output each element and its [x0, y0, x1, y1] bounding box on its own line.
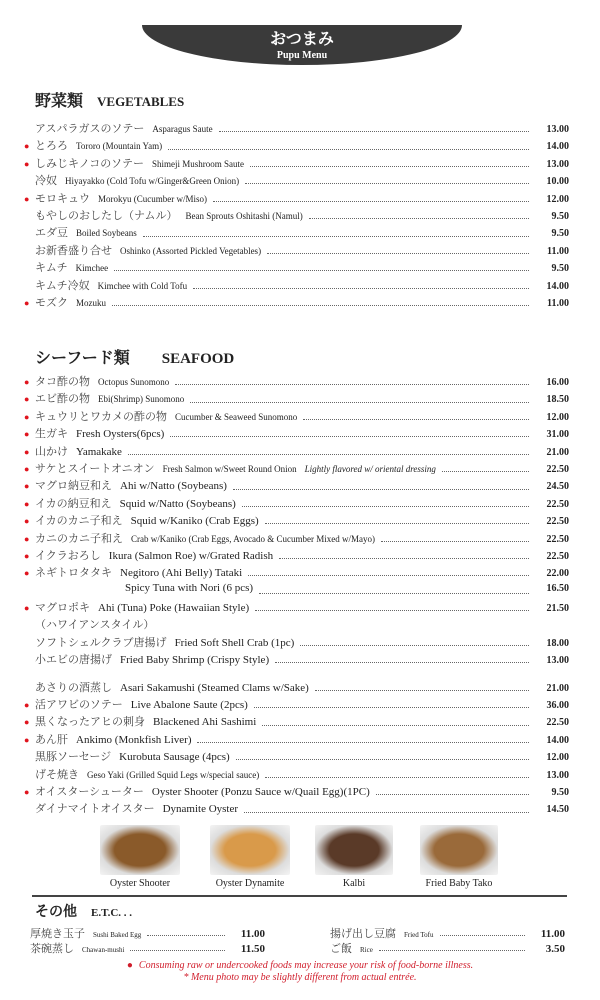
menu-item — [24, 599, 569, 616]
item-price: 9.50 — [551, 210, 569, 222]
item-name-jp: 冷奴 — [35, 175, 57, 188]
menu-item — [24, 679, 569, 696]
item-name-en: Boiled Soybeans — [76, 228, 137, 239]
dot-leader — [300, 645, 529, 646]
dot-leader — [170, 436, 529, 437]
item-name-jp: ご飯 — [330, 943, 352, 955]
title-en: Pupu Menu — [276, 50, 328, 61]
menu-item — [24, 582, 569, 599]
item-name-en: Oshinko (Assorted Pickled Vegetables) — [120, 245, 262, 256]
item-note: Lightly flavored w/ oriental dressing — [304, 463, 436, 474]
item-name-en: Ankimo (Monkfish Liver) — [76, 733, 192, 746]
item-name-jp: マグロポキ — [35, 602, 90, 615]
item-name-jp: あさりの酒蒸し — [35, 681, 112, 694]
menu-item — [24, 495, 569, 512]
item-name-en: Oyster Shooter (Ponzu Sauce w/Quail Egg)(1PC) — [151, 785, 370, 798]
raw-dot-icon: ● — [24, 481, 30, 492]
item-name-en: Ikura (Salmon Roe) w/Grated Radish — [108, 549, 274, 562]
menu-item — [24, 477, 569, 494]
raw-dot-icon: ● — [24, 429, 30, 440]
menu-item — [30, 925, 265, 940]
dot-leader — [315, 690, 529, 691]
dot-leader — [128, 454, 529, 455]
item-price: 11.00 — [240, 928, 265, 940]
menu-item — [24, 120, 569, 137]
menu-item — [24, 224, 569, 241]
item-price: 14.00 — [546, 280, 569, 292]
menu-item — [24, 390, 569, 407]
raw-dot-icon: ● — [24, 394, 30, 405]
food-photo — [210, 825, 290, 875]
item-name-jp: キムチ — [35, 262, 68, 275]
item-price: 13.00 — [546, 769, 569, 781]
dot-leader — [147, 935, 225, 936]
dot-leader — [168, 149, 529, 150]
raw-dot-icon: ● — [24, 700, 30, 711]
menu-item — [24, 207, 569, 224]
item-name-en: Asari Sakamushi (Steamed Clams w/Sake) — [120, 681, 309, 694]
item-name-en: Tororo (Mountain Yam) — [76, 141, 163, 152]
menu-item — [24, 731, 569, 748]
raw-dot-icon: ● — [24, 734, 30, 745]
item-name-jp: モズク — [35, 296, 68, 309]
item-name-jp: しみじキノコのソテー — [35, 157, 145, 170]
menu-item — [24, 651, 569, 668]
item-name-jp: 揚げ出し豆腐 — [330, 928, 396, 940]
item-price: 13.00 — [546, 158, 569, 170]
menu-item — [24, 277, 569, 294]
item-price: 21.00 — [546, 682, 569, 694]
dot-leader — [250, 166, 529, 167]
item-price: 12.00 — [546, 193, 569, 205]
item-name-jp: 黒くなったアヒの刺身 — [35, 716, 145, 729]
menu-item — [24, 155, 569, 172]
seafood-list — [24, 373, 569, 818]
menu-item — [24, 443, 569, 460]
item-price: 11.00 — [540, 928, 565, 940]
item-price: 24.50 — [546, 481, 569, 493]
item-price: 22.50 — [546, 717, 569, 729]
item-name-jp: カニのカニ子和え — [35, 532, 123, 545]
item-name-jp: お新香盛り合せ — [35, 244, 112, 257]
item-name-en: Cucumber & Seaweed Sunomono — [175, 411, 298, 422]
section-spacer — [24, 669, 569, 679]
item-name-en: Shimeji Mushroom Saute — [152, 158, 245, 169]
menu-title-banner — [142, 25, 462, 65]
item-name-en: Fresh Oysters(6pcs) — [76, 428, 165, 441]
item-name-en: Negitoro (Ahi Belly) Tataki — [120, 567, 243, 580]
dot-leader — [309, 218, 529, 219]
item-name-en: Sushi Baked Egg — [93, 931, 142, 939]
photo-caption: Fried Baby Tako — [425, 878, 493, 889]
item-price: 14.50 — [546, 804, 569, 816]
seafood-heading — [35, 345, 234, 368]
item-name-jp: とろろ — [35, 140, 68, 153]
dot-leader — [259, 593, 529, 594]
menu-item — [24, 425, 569, 442]
item-name-en: Asparagus Saute — [152, 124, 213, 134]
item-price: 22.50 — [546, 516, 569, 528]
item-name-en: Dynamite Oyster — [162, 803, 239, 816]
footer — [0, 960, 600, 984]
menu-item — [24, 634, 569, 651]
menu-item — [24, 748, 569, 765]
item-name-en: Octopus Sunomono — [98, 377, 170, 387]
raw-dot-icon: ● — [24, 498, 30, 509]
dot-leader — [265, 777, 529, 778]
dot-leader — [175, 384, 529, 385]
item-name-en: Live Abalone Saute (2pcs) — [130, 699, 248, 712]
menu-item — [24, 137, 569, 154]
item-name-en: Ebi(Shrimp) Sunomono — [98, 394, 185, 405]
etc-left-list — [30, 925, 265, 955]
raw-dot-icon: ● — [24, 411, 30, 422]
menu-item — [330, 940, 565, 955]
item-name-jp: 生ガキ — [35, 428, 68, 441]
item-price: 12.00 — [546, 411, 569, 423]
dot-leader — [242, 506, 529, 507]
item-name-jp: げそ焼き — [35, 768, 79, 781]
menu-item — [24, 564, 569, 581]
item-name-jp: ソフトシェルクラブ唐揚げ — [35, 636, 167, 649]
dot-leader — [219, 131, 529, 132]
item-name-jp: 活アワビのソテー — [35, 699, 123, 712]
item-name-jp: 山かけ — [35, 445, 68, 458]
menu-item — [24, 294, 569, 311]
menu-item — [24, 242, 569, 259]
item-price: 22.50 — [546, 463, 569, 475]
menu-item — [330, 925, 565, 940]
item-name-jp: キュウリとワカメの酢の物 — [35, 410, 167, 423]
dot-leader — [279, 558, 529, 559]
item-name-en: Fried Tofu — [404, 931, 434, 939]
menu-item — [24, 696, 569, 713]
item-name-jp: アスパラガスのソテー — [35, 123, 145, 135]
item-price: 16.50 — [546, 582, 569, 594]
raw-dot-icon: ● — [24, 550, 30, 561]
dot-leader — [262, 725, 529, 726]
dot-leader — [440, 935, 525, 936]
item-price: 31.00 — [546, 429, 569, 441]
dot-leader — [254, 707, 529, 708]
menu-item — [24, 512, 569, 529]
raw-warning: Consuming raw or undercooked foods may increase your risk of food-borne illness. — [138, 960, 474, 971]
item-price: 21.50 — [546, 603, 569, 615]
item-name-en: Kimchee with Cold Tofu — [97, 280, 188, 291]
heading-en: E.T.C. . . — [91, 907, 133, 919]
photo-caption: Oyster Shooter — [109, 878, 171, 889]
menu-item — [24, 766, 569, 783]
dot-leader — [193, 288, 529, 289]
item-name-en: Fried Soft Shell Crab (1pc) — [174, 636, 295, 649]
item-price: 13.00 — [546, 124, 569, 135]
item-name-en: Ahi w/Natto (Soybeans) — [120, 480, 227, 493]
item-price: 36.00 — [546, 700, 569, 712]
item-name-en: Hiyayakko (Cold Tofu w/Ginger&Green Onion) — [65, 176, 240, 187]
item-name-en: Kimchee — [75, 263, 109, 274]
item-price: 9.50 — [551, 263, 569, 275]
item-price: 22.50 — [546, 498, 569, 510]
item-price: 9.50 — [551, 228, 569, 240]
item-name-jp: イカのカニ子和え — [35, 515, 123, 528]
raw-dot-icon: ● — [24, 786, 30, 797]
vegetables-heading — [35, 88, 184, 111]
item-name-en: Fried Baby Shrimp (Crispy Style) — [120, 654, 270, 667]
item-price: 13.00 — [546, 655, 569, 667]
item-name-jp: マグロ納豆和え — [35, 480, 112, 493]
photo-strip — [0, 825, 600, 895]
menu-item — [24, 800, 569, 817]
item-name-en: Blackened Ahi Sashimi — [153, 716, 257, 729]
item-price: 16.00 — [546, 377, 569, 388]
dot-leader — [379, 950, 525, 951]
dot-leader — [248, 575, 529, 576]
item-name-jp: エダ豆 — [35, 227, 68, 240]
raw-dot-icon: ● — [126, 960, 133, 971]
item-price: 14.00 — [546, 141, 569, 153]
raw-dot-icon: ● — [24, 516, 30, 527]
item-price: 14.00 — [546, 734, 569, 746]
item-name-jp: もやしのおしたし（ナムル） — [35, 209, 178, 222]
raw-dot-icon: ● — [24, 377, 30, 387]
food-photo — [100, 825, 180, 875]
item-name-jp: ダイナマイトオイスター — [35, 803, 155, 816]
dot-leader — [255, 610, 529, 611]
raw-dot-icon: ● — [24, 297, 30, 308]
dot-leader — [112, 305, 529, 306]
item-price: 12.00 — [546, 752, 569, 764]
divider — [32, 895, 567, 897]
menu-item — [24, 373, 569, 390]
item-name-jp: オイスターシューター — [35, 785, 144, 798]
photo-note: * Menu photo may be slightly different from actual entrée. — [183, 972, 417, 983]
vegetables-list — [24, 120, 569, 311]
dot-leader — [376, 794, 529, 795]
dot-leader — [190, 402, 529, 403]
item-name-jp: イカの納豆和え — [35, 497, 112, 510]
menu-item — [24, 190, 569, 207]
item-name-jp: ネギトロタタキ — [35, 567, 112, 580]
item-price: 18.00 — [546, 637, 569, 649]
item-name-jp: タコ酢の物 — [35, 376, 90, 388]
dot-leader — [265, 523, 529, 524]
heading-jp: シーフード類 — [35, 350, 130, 367]
heading-jp: 野菜類 — [35, 93, 84, 110]
item-name-en: Ahi (Tuna) Poke (Hawaiian Style) — [98, 602, 250, 615]
item-name-jp: 小エビの唐揚げ — [35, 654, 112, 667]
item-name-jp: エビ酢の物 — [35, 393, 90, 406]
menu-item — [24, 172, 569, 189]
dot-leader — [245, 183, 529, 184]
etc-heading — [35, 901, 132, 921]
item-price: 11.50 — [240, 943, 265, 955]
dot-leader — [143, 236, 529, 237]
menu-item — [24, 547, 569, 564]
menu-item — [24, 616, 569, 633]
raw-dot-icon: ● — [24, 158, 30, 169]
food-photo — [315, 825, 393, 875]
item-name-jp: キムチ冷奴 — [35, 279, 90, 292]
raw-dot-icon: ● — [24, 603, 30, 614]
item-price: 11.00 — [547, 245, 569, 257]
item-name-en: Bean Sprouts Oshitashi (Namul) — [185, 210, 303, 221]
dot-leader — [236, 759, 529, 760]
menu-item — [24, 783, 569, 800]
item-name-jp: 茶碗蒸し — [30, 943, 74, 955]
photo-caption: Oyster Dynamite — [215, 878, 285, 889]
menu-item — [30, 940, 265, 955]
dot-leader — [267, 253, 529, 254]
dot-leader — [197, 742, 529, 743]
item-name-en: Geso Yaki (Grilled Squid Legs w/special sauce) — [87, 769, 260, 780]
dot-leader — [303, 419, 529, 420]
dot-leader — [275, 662, 529, 663]
item-name-en: Squid w/Natto (Soybeans) — [119, 497, 236, 510]
raw-dot-icon: ● — [24, 717, 30, 728]
item-price: 22.00 — [546, 568, 569, 580]
item-price: 22.50 — [546, 550, 569, 562]
item-name-jp: 黒豚ソーセージ — [35, 751, 112, 764]
item-name-en: Fresh Salmon w/Sweet Round Onion — [162, 463, 297, 474]
etc-right-list — [330, 925, 565, 955]
item-name-en: Yamakake — [76, 445, 122, 458]
item-name-en: Squid w/Kaniko (Crab Eggs) — [130, 515, 259, 528]
item-name-jp: 厚焼き玉子 — [30, 928, 85, 940]
heading-en: SEAFOOD — [161, 351, 235, 367]
item-name-en: Morokyu (Cucumber w/Miso) — [98, 193, 207, 204]
item-price: 22.50 — [546, 533, 569, 545]
dot-leader — [442, 471, 529, 472]
item-name-jp: モロキュウ — [35, 192, 90, 205]
photo-caption: Kalbi — [342, 878, 366, 889]
menu-item — [24, 259, 569, 276]
menu-item — [24, 408, 569, 425]
item-name-jp: あん肝 — [35, 733, 68, 746]
item-name-en: Rice — [360, 946, 373, 954]
item-name-en: Mozuku — [76, 297, 106, 308]
item-name-en: Chawan-mushi — [82, 946, 125, 954]
dot-leader — [114, 270, 529, 271]
item-price: 11.00 — [547, 297, 569, 309]
item-name-jp: イクラおろし — [35, 549, 101, 562]
item-name-en: Kurobuta Sausage (4pcs) — [119, 751, 230, 764]
item-name-jp: サケとスイートオニオン — [35, 462, 155, 475]
menu-item — [24, 713, 569, 730]
raw-dot-icon: ● — [24, 568, 30, 579]
title-jp: おつまみ — [270, 31, 334, 48]
dot-leader — [381, 541, 529, 542]
raw-dot-icon: ● — [24, 193, 30, 204]
dot-leader — [244, 812, 529, 813]
dot-leader — [130, 950, 225, 951]
menu-item — [24, 460, 569, 477]
item-name-en: Spicy Tuna with Nori (6 pcs) — [125, 581, 254, 594]
item-price: 21.00 — [546, 446, 569, 458]
heading-jp: その他 — [35, 905, 77, 920]
item-name-en: Crab w/Kaniko (Crab Eggs, Avocado & Cucumber Mixed w/Mayo) — [131, 533, 376, 544]
item-price: 18.50 — [546, 394, 569, 406]
dot-leader — [213, 201, 529, 202]
dot-leader — [233, 489, 529, 490]
menu-item — [24, 530, 569, 547]
food-photo — [420, 825, 498, 875]
heading-en: VEGETABLES — [97, 94, 185, 109]
raw-dot-icon: ● — [24, 463, 30, 474]
raw-dot-icon: ● — [24, 533, 30, 544]
raw-dot-icon: ● — [24, 446, 30, 457]
item-price: 3.50 — [545, 943, 565, 955]
item-name-jp: （ハワイアンスタイル） — [35, 619, 155, 632]
raw-dot-icon: ● — [24, 141, 30, 152]
item-price: 9.50 — [551, 786, 569, 798]
item-price: 10.00 — [546, 176, 569, 188]
